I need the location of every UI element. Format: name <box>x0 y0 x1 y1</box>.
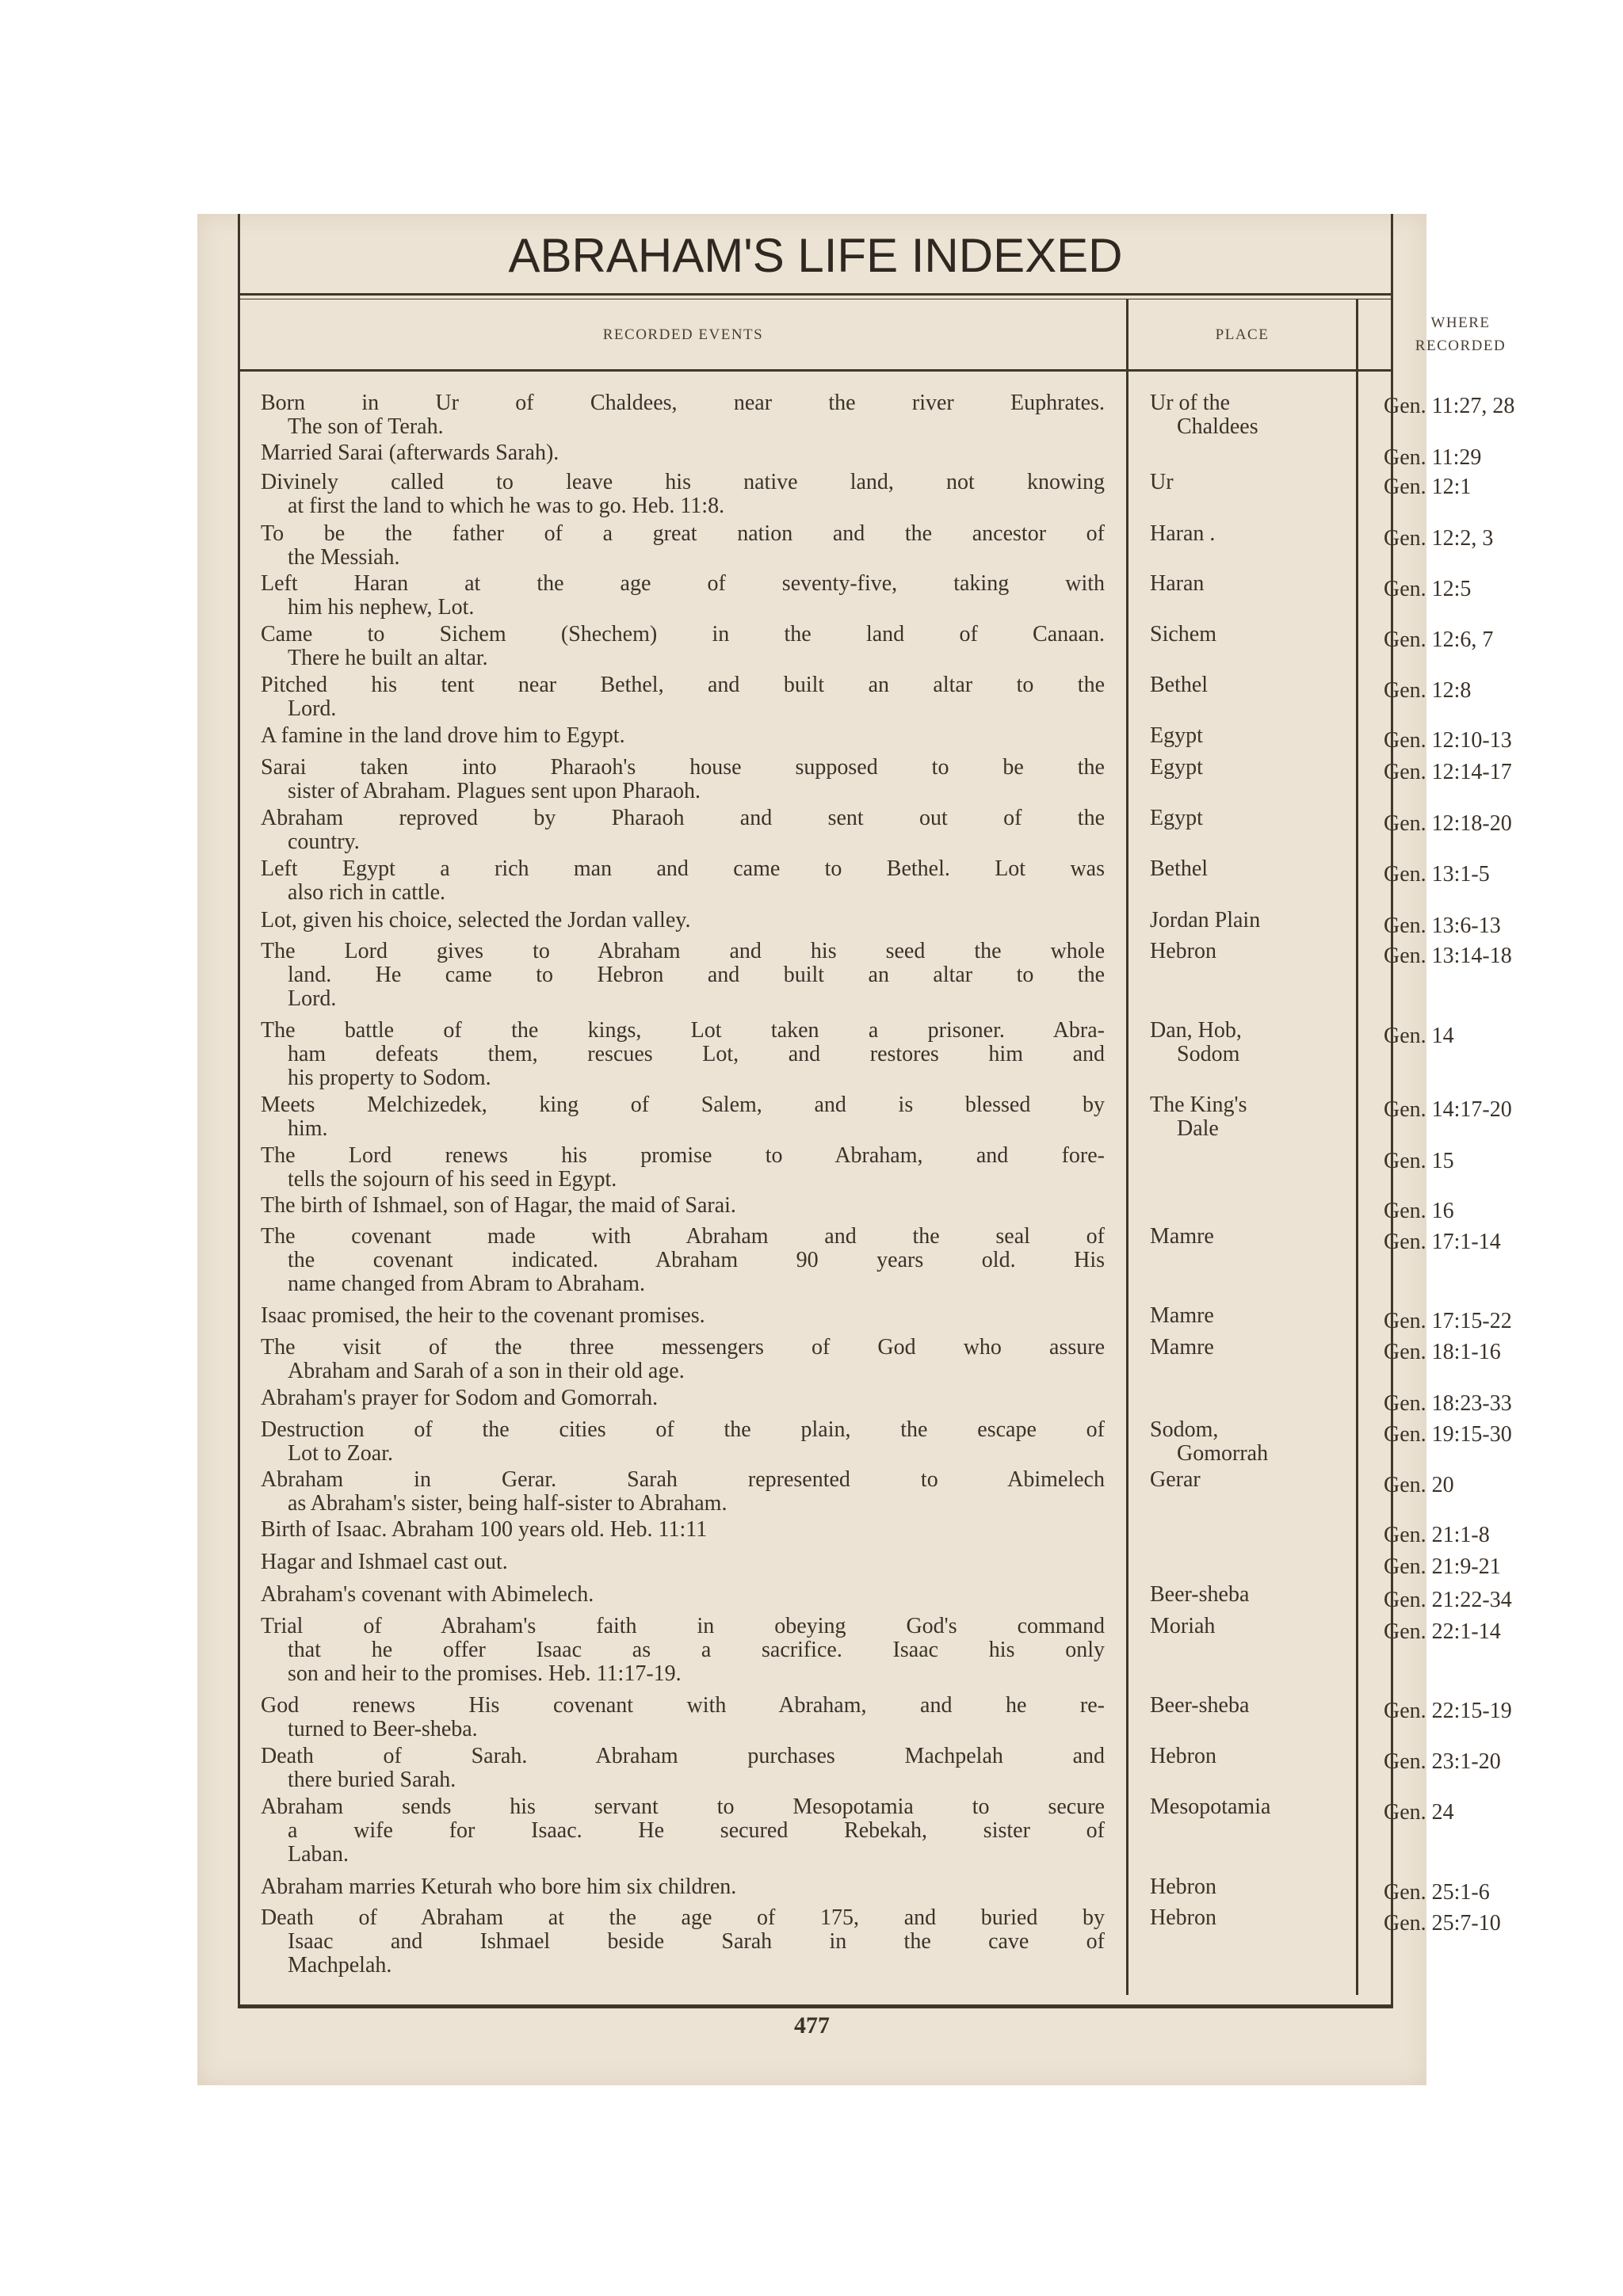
scripture-reference: Gen. 18:1-16 <box>1384 1340 1501 1364</box>
event-text <box>261 572 1105 620</box>
place-text <box>1150 1615 1348 1638</box>
place-line: Sodom <box>1177 1042 1240 1066</box>
event-line: Abraham's covenant with Abimelech. <box>261 1582 594 1607</box>
event-line: tells the sojourn of his seed in Egypt. <box>288 1167 617 1192</box>
event-line: The covenant made with Abraham and the seal of <box>261 1224 1105 1249</box>
place-line: Mamre <box>1150 1224 1214 1249</box>
event-text <box>261 1875 1105 1899</box>
event-line: also rich in cattle. <box>288 880 446 905</box>
event-line: The Lord gives to Abraham and his seed the whole <box>261 939 1105 963</box>
header-recorded-events: RECORDED EVENTS <box>602 326 764 343</box>
event-line: Lot, given his choice, selected the Jordan valley. <box>261 908 691 933</box>
event-line: The Lord renews his promise to Abraham, and fore- <box>261 1143 1105 1168</box>
event-line: Born in Ur of Chaldees, near the river Euphrates. <box>261 391 1105 415</box>
event-line: Abraham sends his servant to Mesopotamia to secure <box>261 1794 1105 1819</box>
event-line: A famine in the land drove him to Egypt. <box>261 723 625 748</box>
place-text <box>1150 1875 1348 1899</box>
title-rule <box>240 293 1391 296</box>
scripture-reference: Gen. 12:8 <box>1384 678 1472 703</box>
scripture-reference: Gen. 22:15-19 <box>1384 1699 1512 1723</box>
event-line: Death of Sarah. Abraham purchases Machpelah and <box>261 1744 1105 1768</box>
place-text <box>1150 572 1348 596</box>
scripture-reference: Gen. 11:27, 28 <box>1384 394 1515 418</box>
event-line: Came to Sichem (Shechem) in the land of Canaan. <box>261 622 1105 646</box>
place-line: Hebron <box>1150 1875 1216 1899</box>
event-line: Abraham marries Keturah who bore him six children. <box>261 1875 737 1899</box>
event-line: Abraham reproved by Pharaoh and sent out of the <box>261 806 1105 830</box>
place-line: Hebron <box>1150 939 1216 963</box>
header-where-line1: WHERE <box>1430 315 1491 331</box>
event-text <box>261 807 1105 854</box>
event-line: son and heir to the promises. Heb. 11:17-19. <box>288 1661 682 1686</box>
event-text <box>261 1386 1105 1410</box>
event-line: there buried Sarah. <box>288 1768 456 1792</box>
place-line: Moriah <box>1150 1614 1216 1638</box>
place-line: Mamre <box>1150 1335 1214 1360</box>
event-text <box>261 1225 1105 1296</box>
header-rule <box>240 369 1391 372</box>
event-line: Abraham and Sarah of a son in their old age. <box>288 1359 685 1383</box>
event-line: him. <box>288 1116 328 1141</box>
event-line: There he built an altar. <box>288 646 488 670</box>
place-line: Ur <box>1150 470 1174 494</box>
event-text <box>261 441 1105 465</box>
event-line: name changed from Abram to Abraham. <box>288 1272 645 1296</box>
event-text <box>261 1304 1105 1328</box>
event-text <box>261 1468 1105 1516</box>
scripture-reference: Gen. 11:29 <box>1384 445 1482 470</box>
event-line: The birth of Ishmael, son of Hagar, the maid of Sarai. <box>261 1193 736 1218</box>
place-text <box>1150 1336 1348 1360</box>
event-line: Birth of Isaac. Abraham 100 years old. Heb. 11:11 <box>261 1517 708 1542</box>
scripture-reference: Gen. 13:6-13 <box>1384 913 1501 938</box>
event-line: Isaac and Ishmael beside Sarah in the cave of <box>288 1929 1105 1954</box>
place-line: Bethel <box>1150 673 1209 697</box>
place-line: Jordan Plain <box>1150 908 1261 933</box>
place-text <box>1150 1745 1348 1768</box>
place-line: Dan, Hob, <box>1150 1018 1242 1043</box>
place-line: Sodom, <box>1150 1417 1219 1442</box>
event-line: as Abraham's sister, being half-sister to Abraham. <box>288 1491 727 1516</box>
event-line: Divinely called to leave his native land, not knowing <box>261 470 1105 494</box>
scripture-reference: Gen. 17:15-22 <box>1384 1309 1512 1333</box>
scripture-reference: Gen. 21:1-8 <box>1384 1523 1490 1547</box>
scripture-reference: Gen. 15 <box>1384 1149 1454 1173</box>
place-text <box>1150 756 1348 780</box>
place-line: Ur of the <box>1150 391 1231 415</box>
event-text <box>261 1694 1105 1741</box>
scripture-reference: Gen. 13:1-5 <box>1384 862 1490 887</box>
scripture-reference: Gen. 12:10-13 <box>1384 728 1512 753</box>
book-page <box>197 214 1515 2085</box>
scripture-reference: Gen. 21:9-21 <box>1384 1554 1501 1579</box>
event-line: that he offer Isaac as a sacrifice. Isaac his only <box>288 1638 1105 1662</box>
place-text <box>1150 1019 1348 1066</box>
place-line: Beer-sheba <box>1150 1582 1250 1607</box>
place-text <box>1150 391 1348 439</box>
scripture-reference: Gen. 14:17-20 <box>1384 1097 1512 1122</box>
event-line: Abraham's prayer for Sodom and Gomorrah. <box>261 1386 659 1410</box>
scripture-reference: Gen. 12:2, 3 <box>1384 526 1494 551</box>
event-line: the covenant indicated. Abraham 90 years old. His <box>288 1248 1105 1272</box>
index-table <box>238 214 1515 2008</box>
event-line: Meets Melchizedek, king of Salem, and is blessed by <box>261 1093 1105 1117</box>
place-text <box>1150 522 1348 546</box>
event-text <box>261 391 1105 439</box>
event-text <box>261 471 1105 518</box>
event-line: the Messiah. <box>288 545 400 570</box>
event-text <box>261 1019 1105 1090</box>
event-line: Death of Abraham at the age of 175, and buried by <box>261 1905 1105 1930</box>
place-text <box>1150 673 1348 697</box>
place-line: Egypt <box>1150 723 1203 748</box>
place-text <box>1150 1225 1348 1249</box>
event-text <box>261 1745 1105 1792</box>
event-text <box>261 1194 1105 1218</box>
event-text <box>261 724 1105 748</box>
place-text <box>1150 623 1348 646</box>
event-text <box>261 1518 1105 1542</box>
place-line: Egypt <box>1150 806 1203 830</box>
page-title: ABRAHAM'S LIFE INDEXED <box>508 229 1123 282</box>
scripture-reference: Gen. 20 <box>1384 1473 1454 1497</box>
event-line: Lot to Zoar. <box>288 1441 393 1466</box>
place-line: Hebron <box>1150 1744 1216 1768</box>
event-line: God renews His covenant with Abraham, and he re- <box>261 1693 1105 1718</box>
event-line: Sarai taken into Pharaoh's house supposed to be the <box>261 755 1105 780</box>
scripture-reference: Gen. 25:7-10 <box>1384 1911 1501 1936</box>
event-line: Lord. <box>288 986 337 1011</box>
place-line: Mamre <box>1150 1303 1214 1328</box>
header-where-recorded <box>1358 299 1563 369</box>
place-text <box>1150 1583 1348 1607</box>
event-text <box>261 1093 1105 1141</box>
event-line: Destruction of the cities of the plain, the escape of <box>261 1417 1105 1442</box>
place-text <box>1150 857 1348 881</box>
place-text <box>1150 1468 1348 1492</box>
scripture-reference: Gen. 16 <box>1384 1199 1454 1223</box>
place-line: Egypt <box>1150 755 1203 780</box>
place-line: Hebron <box>1150 1905 1216 1930</box>
place-line: Chaldees <box>1177 414 1258 439</box>
event-line: his property to Sodom. <box>288 1066 491 1090</box>
place-line: Bethel <box>1150 856 1209 881</box>
event-line: Left Haran at the age of seventy-five, taking with <box>261 571 1105 596</box>
place-line: The King's <box>1150 1093 1247 1117</box>
place-line: Haran <box>1150 571 1205 596</box>
scripture-reference: Gen. 12:18-20 <box>1384 811 1512 836</box>
event-line: sister of Abraham. Plagues sent upon Pharaoh. <box>288 779 701 803</box>
page-number: 477 <box>794 2012 830 2039</box>
event-text <box>261 1418 1105 1466</box>
place-text <box>1150 1795 1348 1819</box>
event-line: a wife for Isaac. He secured Rebekah, sister of <box>288 1818 1105 1843</box>
event-text <box>261 909 1105 933</box>
scripture-reference: Gen. 19:15-30 <box>1384 1422 1512 1447</box>
scripture-reference: Gen. 18:23-33 <box>1384 1391 1512 1416</box>
event-text <box>261 940 1105 1011</box>
event-text <box>261 1144 1105 1192</box>
scripture-reference: Gen. 17:1-14 <box>1384 1230 1501 1254</box>
place-line: Gomorrah <box>1177 1441 1269 1466</box>
event-line: turned to Beer-sheba. <box>288 1717 478 1741</box>
scripture-reference: Gen. 12:14-17 <box>1384 760 1512 784</box>
event-line: land. He came to Hebron and built an altar to the <box>288 963 1105 987</box>
scripture-reference: Gen. 24 <box>1384 1800 1454 1825</box>
event-line: The visit of the three messengers of God who assure <box>261 1335 1105 1360</box>
event-line: ham defeats them, rescues Lot, and restores him and <box>288 1042 1105 1066</box>
event-line: The son of Terah. <box>288 414 444 439</box>
scripture-reference: Gen. 12:1 <box>1384 475 1472 499</box>
event-text <box>261 1906 1105 1978</box>
place-text <box>1150 1906 1348 1930</box>
event-text <box>261 522 1105 570</box>
event-text <box>261 673 1105 721</box>
header-place: PLACE <box>1215 326 1270 343</box>
place-text <box>1150 471 1348 494</box>
event-text <box>261 857 1105 905</box>
place-text <box>1150 724 1348 748</box>
place-text <box>1150 1418 1348 1466</box>
event-text <box>261 1583 1105 1607</box>
event-line: at first the land to which he was to go. Heb. 11:8. <box>288 494 725 518</box>
event-line: country. <box>288 830 360 854</box>
event-line: Laban. <box>288 1842 349 1867</box>
place-line: Gerar <box>1150 1467 1201 1492</box>
place-text <box>1150 909 1348 933</box>
event-line: Trial of Abraham's faith in obeying God's command <box>261 1614 1105 1638</box>
scripture-reference: Gen. 13:14-18 <box>1384 944 1512 968</box>
event-line: Married Sarai (afterwards Sarah). <box>261 441 559 465</box>
place-text <box>1150 807 1348 830</box>
column-divider-place-ref <box>1356 299 1358 1995</box>
event-line: Machpelah. <box>288 1953 392 1978</box>
event-text <box>261 756 1105 803</box>
event-text <box>261 1615 1105 1686</box>
place-line: Sichem <box>1150 622 1216 646</box>
event-line: Isaac promised, the heir to the covenant promises. <box>261 1303 705 1328</box>
event-text <box>261 1336 1105 1383</box>
event-text <box>261 623 1105 670</box>
place-line: Dale <box>1177 1116 1219 1141</box>
scripture-reference: Gen. 12:5 <box>1384 577 1472 601</box>
event-line: Hagar and Ishmael cast out. <box>261 1550 508 1574</box>
event-line: The battle of the kings, Lot taken a prisoner. Abra- <box>261 1018 1105 1043</box>
scripture-reference: Gen. 12:6, 7 <box>1384 627 1494 652</box>
event-line: Abraham in Gerar. Sarah represented to Abimelech <box>261 1467 1105 1492</box>
event-text <box>261 1795 1105 1867</box>
scripture-reference: Gen. 22:1-14 <box>1384 1619 1501 1644</box>
event-text <box>261 1550 1105 1574</box>
place-text <box>1150 940 1348 963</box>
scripture-reference: Gen. 21:22-34 <box>1384 1588 1512 1612</box>
event-line: Lord. <box>288 696 337 721</box>
scripture-reference: Gen. 23:1-20 <box>1384 1749 1501 1774</box>
place-text <box>1150 1093 1348 1141</box>
event-line: Pitched his tent near Bethel, and built an altar to the <box>261 673 1105 697</box>
place-text <box>1150 1694 1348 1718</box>
place-line: Haran . <box>1150 521 1216 546</box>
column-divider-events-place <box>1126 299 1128 1995</box>
place-line: Beer-sheba <box>1150 1693 1250 1718</box>
header-where-line2: RECORDED <box>1415 338 1507 354</box>
event-line: Left Egypt a rich man and came to Bethel. Lot was <box>261 856 1105 881</box>
place-text <box>1150 1304 1348 1328</box>
event-line: him his nephew, Lot. <box>288 595 475 620</box>
scripture-reference: Gen. 14 <box>1384 1024 1454 1048</box>
scripture-reference: Gen. 25:1-6 <box>1384 1880 1490 1905</box>
place-line: Mesopotamia <box>1150 1794 1271 1819</box>
event-line: To be the father of a great nation and the ancestor of <box>261 521 1105 546</box>
